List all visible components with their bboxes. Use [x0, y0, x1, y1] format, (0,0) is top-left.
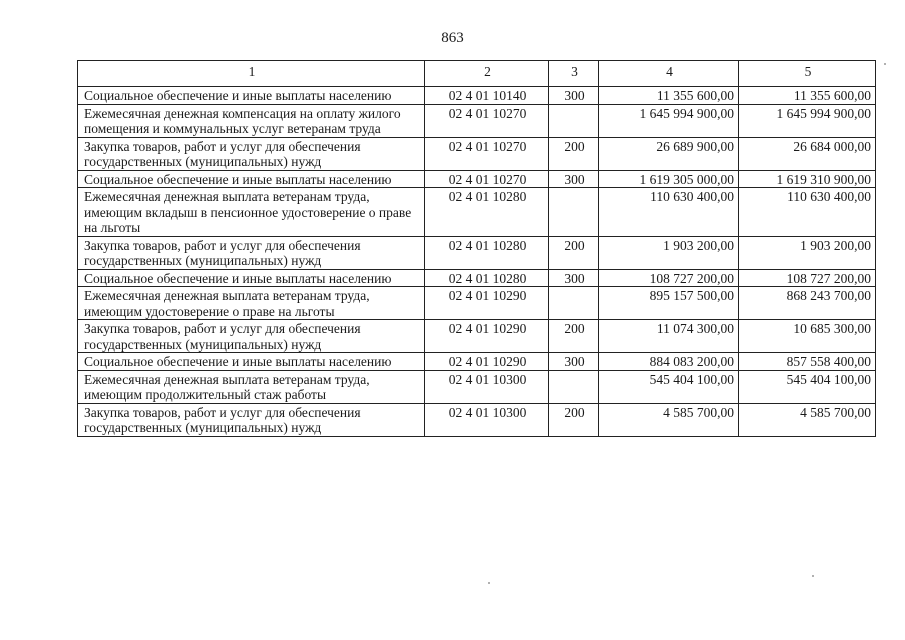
cell-name: Ежемесячная денежная выплата ветеранам труда, имеющим вкладыш в пенсионное удостоверение о праве на льготы: [78, 188, 425, 237]
cell-code: 02 4 01 10270: [425, 104, 549, 137]
cell-sum-2: 110 630 400,00: [739, 188, 876, 237]
cell-code: 02 4 01 10300: [425, 403, 549, 436]
cell-type: 200: [549, 320, 599, 353]
column-header-type: 3: [549, 61, 599, 87]
budget-table: [77, 60, 876, 437]
cell-sum-2: 4 585 700,00: [739, 403, 876, 436]
table-header-row: [78, 61, 876, 87]
cell-code: 02 4 01 10290: [425, 287, 549, 320]
cell-type: [549, 188, 599, 237]
cell-sum-1: 108 727 200,00: [599, 269, 739, 287]
scan-speck: [884, 63, 886, 65]
cell-type: [549, 370, 599, 403]
table-row: [78, 137, 876, 170]
cell-sum-2: 26 684 000,00: [739, 137, 876, 170]
cell-sum-2: 108 727 200,00: [739, 269, 876, 287]
cell-name: Закупка товаров, работ и услуг для обеспечения государственных (муниципальных) нужд: [78, 320, 425, 353]
cell-sum-2: 1 619 310 900,00: [739, 170, 876, 188]
page-number: 863: [441, 30, 464, 46]
cell-name: Закупка товаров, работ и услуг для обеспечения государственных (муниципальных) нужд: [78, 236, 425, 269]
cell-sum-1: 545 404 100,00: [599, 370, 739, 403]
cell-name: Ежемесячная денежная компенсация на оплату жилого помещения и коммунальных услуг ветеранам труда: [78, 104, 425, 137]
cell-sum-1: 1 645 994 900,00: [599, 104, 739, 137]
cell-sum-1: 11 355 600,00: [599, 87, 739, 105]
cell-code: 02 4 01 10300: [425, 370, 549, 403]
cell-sum-2: 1 645 994 900,00: [739, 104, 876, 137]
cell-sum-2: 11 355 600,00: [739, 87, 876, 105]
cell-sum-2: 857 558 400,00: [739, 353, 876, 371]
cell-code: 02 4 01 10290: [425, 320, 549, 353]
cell-type: 300: [549, 269, 599, 287]
table-row: [78, 236, 876, 269]
cell-name: Закупка товаров, работ и услуг для обеспечения государственных (муниципальных) нужд: [78, 137, 425, 170]
table-row: [78, 104, 876, 137]
cell-sum-2: 10 685 300,00: [739, 320, 876, 353]
table-row: [78, 320, 876, 353]
cell-code: 02 4 01 10140: [425, 87, 549, 105]
cell-type: 300: [549, 170, 599, 188]
cell-sum-1: 884 083 200,00: [599, 353, 739, 371]
cell-sum-1: 1 619 305 000,00: [599, 170, 739, 188]
cell-type: 300: [549, 87, 599, 105]
scan-speck: [488, 582, 490, 584]
cell-type: 200: [549, 137, 599, 170]
cell-code: 02 4 01 10290: [425, 353, 549, 371]
cell-sum-2: 1 903 200,00: [739, 236, 876, 269]
scan-speck: [812, 575, 814, 577]
column-header-sum-1: 4: [599, 61, 739, 87]
cell-sum-2: 545 404 100,00: [739, 370, 876, 403]
cell-name: Социальное обеспечение и иные выплаты населению: [78, 353, 425, 371]
cell-sum-1: 4 585 700,00: [599, 403, 739, 436]
cell-code: 02 4 01 10270: [425, 137, 549, 170]
cell-code: 02 4 01 10280: [425, 236, 549, 269]
cell-code: 02 4 01 10280: [425, 269, 549, 287]
table-row: [78, 170, 876, 188]
cell-name: Социальное обеспечение и иные выплаты населению: [78, 87, 425, 105]
table-row: [78, 370, 876, 403]
table-row: [78, 353, 876, 371]
cell-name: Ежемесячная денежная выплата ветеранам труда, имеющим продолжительный стаж работы: [78, 370, 425, 403]
cell-sum-1: 1 903 200,00: [599, 236, 739, 269]
cell-type: [549, 287, 599, 320]
cell-name: Социальное обеспечение и иные выплаты населению: [78, 170, 425, 188]
column-header-sum-2: 5: [739, 61, 876, 87]
cell-code: 02 4 01 10270: [425, 170, 549, 188]
cell-sum-1: 11 074 300,00: [599, 320, 739, 353]
cell-name: Ежемесячная денежная выплата ветеранам труда, имеющим удостоверение о праве на льготы: [78, 287, 425, 320]
cell-code: 02 4 01 10280: [425, 188, 549, 237]
table-body: [78, 87, 876, 437]
cell-sum-1: 110 630 400,00: [599, 188, 739, 237]
cell-type: [549, 104, 599, 137]
table-row: [78, 188, 876, 237]
table-row: [78, 87, 876, 105]
cell-sum-2: 868 243 700,00: [739, 287, 876, 320]
table-row: [78, 403, 876, 436]
table-row: [78, 287, 876, 320]
cell-name: Социальное обеспечение и иные выплаты населению: [78, 269, 425, 287]
table-row: [78, 269, 876, 287]
cell-type: 300: [549, 353, 599, 371]
column-header-name: 1: [78, 61, 425, 87]
cell-sum-1: 26 689 900,00: [599, 137, 739, 170]
column-header-code: 2: [425, 61, 549, 87]
cell-type: 200: [549, 236, 599, 269]
cell-type: 200: [549, 403, 599, 436]
cell-sum-1: 895 157 500,00: [599, 287, 739, 320]
cell-name: Закупка товаров, работ и услуг для обеспечения государственных (муниципальных) нужд: [78, 403, 425, 436]
